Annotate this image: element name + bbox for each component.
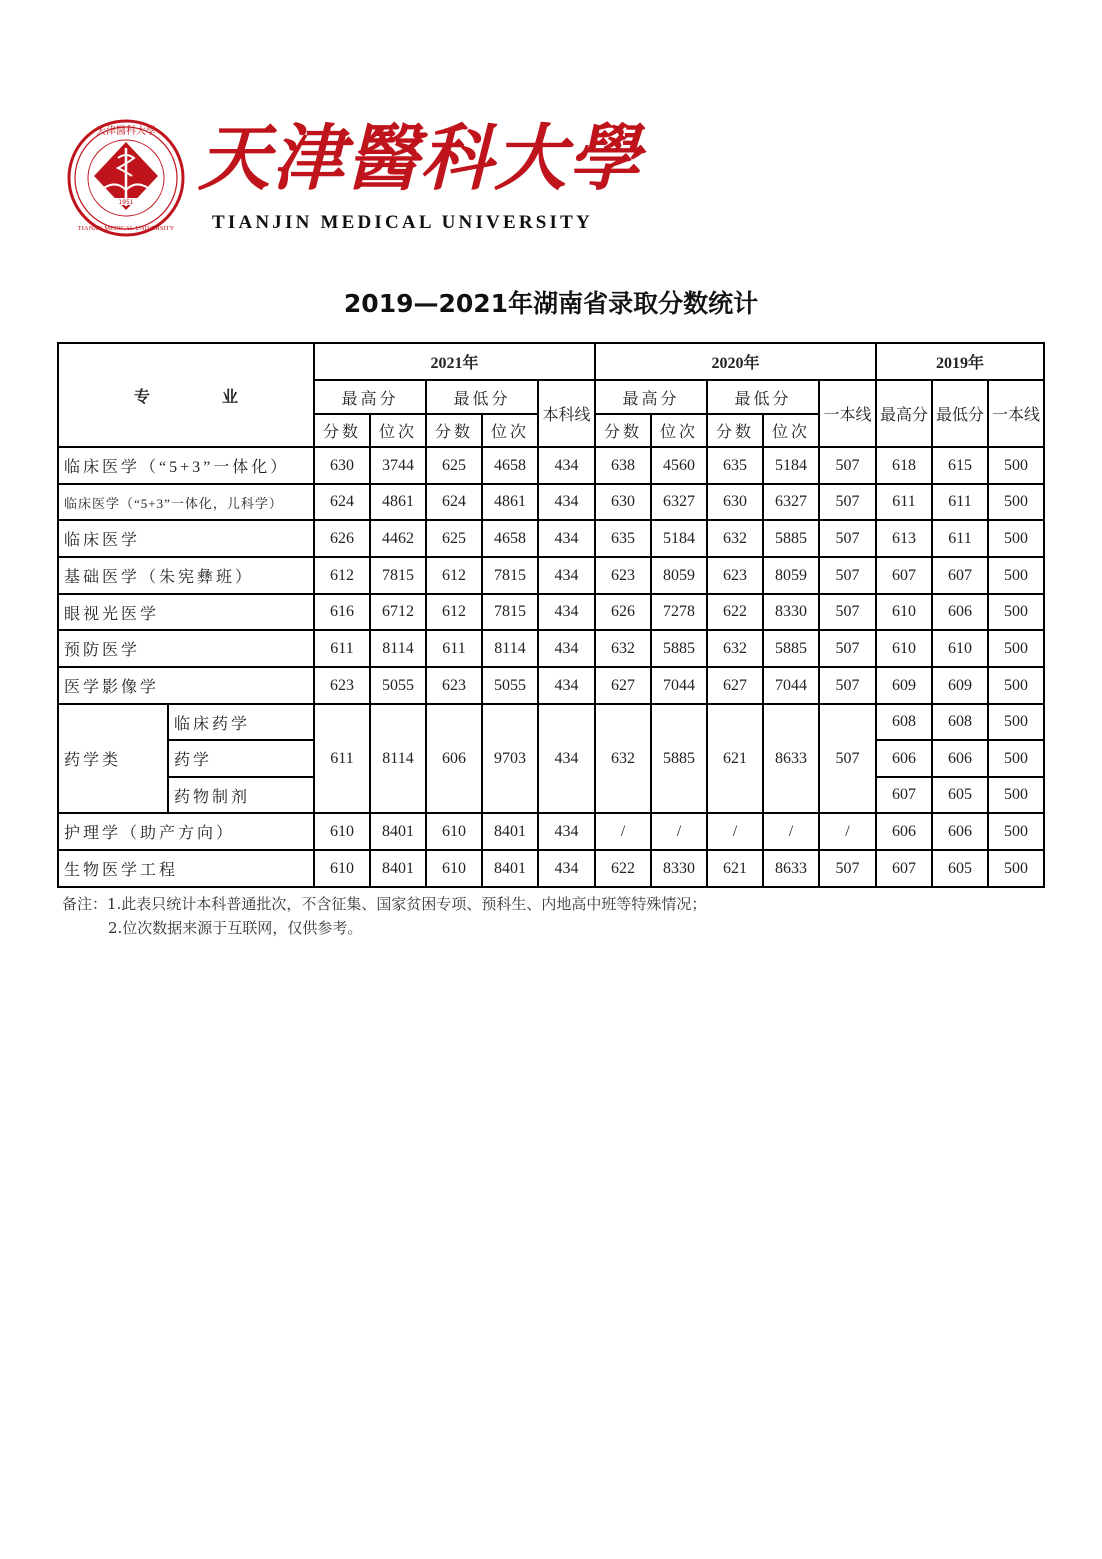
cell: 627: [595, 667, 651, 704]
cell: 8633: [763, 850, 819, 887]
cell: 500: [988, 667, 1044, 704]
major-name: 预防医学: [58, 630, 314, 667]
cell: 5184: [651, 520, 707, 557]
cell: 630: [707, 484, 763, 520]
cell: 7278: [651, 594, 707, 630]
cell: 625: [426, 520, 482, 557]
cell: 8330: [651, 850, 707, 887]
cell: 609: [876, 667, 932, 704]
cell: 621: [707, 850, 763, 887]
cell: 500: [988, 447, 1044, 484]
cell: /: [819, 813, 876, 850]
cell: 507: [819, 704, 876, 813]
cell: 630: [314, 447, 370, 484]
cell: 623: [707, 557, 763, 594]
major-name: 临床医学: [58, 520, 314, 557]
cell: 611: [932, 484, 988, 520]
cell: 611: [876, 484, 932, 520]
cell: 7044: [763, 667, 819, 704]
cell: 434: [538, 484, 595, 520]
cell: 610: [876, 630, 932, 667]
table-row: [58, 813, 1044, 850]
cell: 8330: [763, 594, 819, 630]
cell: 610: [876, 594, 932, 630]
svg-text:天津醫科大學: 天津醫科大學: [96, 126, 156, 137]
cell: 621: [707, 704, 763, 813]
cell: 8114: [370, 630, 426, 667]
cell: 632: [595, 630, 651, 667]
score-subheader: 分数: [426, 414, 482, 447]
cell: 610: [426, 813, 482, 850]
table-row: [58, 850, 1044, 887]
cell: 6327: [763, 484, 819, 520]
min-score-header: 最低分: [426, 380, 538, 414]
major-name: 药物制剂: [168, 777, 314, 813]
cell: 500: [988, 777, 1044, 813]
cell: 507: [819, 850, 876, 887]
cell: 623: [314, 667, 370, 704]
cell: 8633: [763, 704, 819, 813]
cell: 618: [876, 447, 932, 484]
cell: 5055: [370, 667, 426, 704]
cell: 605: [932, 777, 988, 813]
cell: 6712: [370, 594, 426, 630]
footnote: [62, 892, 706, 940]
cell: 434: [538, 704, 595, 813]
cell: 623: [426, 667, 482, 704]
cell: 500: [988, 594, 1044, 630]
cell: 434: [538, 813, 595, 850]
cell: 610: [314, 813, 370, 850]
cell: 605: [932, 850, 988, 887]
cell: 7044: [651, 667, 707, 704]
table-row: [58, 667, 1044, 704]
cell: 606: [426, 704, 482, 813]
cell: 500: [988, 813, 1044, 850]
cell: 8114: [370, 704, 426, 813]
cell: 611: [314, 704, 370, 813]
cell: 4861: [370, 484, 426, 520]
cell: /: [595, 813, 651, 850]
cell: 606: [932, 740, 988, 777]
cell: 434: [538, 557, 595, 594]
cell: 616: [314, 594, 370, 630]
cell: 8059: [763, 557, 819, 594]
cell: 607: [932, 557, 988, 594]
table-row: [58, 557, 1044, 594]
cell: 612: [426, 594, 482, 630]
cell: 612: [426, 557, 482, 594]
cell: 5055: [482, 667, 538, 704]
cell: 615: [932, 447, 988, 484]
cell: 3744: [370, 447, 426, 484]
year-header-2019: 2019年: [876, 343, 1044, 380]
cell: 624: [426, 484, 482, 520]
cell: 6327: [651, 484, 707, 520]
cell: 630: [595, 484, 651, 520]
cell: 5885: [651, 704, 707, 813]
cell: 632: [707, 520, 763, 557]
cell: 507: [819, 520, 876, 557]
cell: 507: [819, 667, 876, 704]
cell: 500: [988, 850, 1044, 887]
cell: 8401: [482, 813, 538, 850]
cell: 500: [988, 704, 1044, 740]
cell: 4658: [482, 447, 538, 484]
major-name: 生物医学工程: [58, 850, 314, 887]
major-name: 药学: [168, 740, 314, 777]
cell: 611: [932, 520, 988, 557]
cell: 609: [932, 667, 988, 704]
cell: 4462: [370, 520, 426, 557]
cell: 635: [595, 520, 651, 557]
max-score-header: 最高分: [595, 380, 707, 414]
cell: 608: [932, 704, 988, 740]
year-header-2021: 2021年: [314, 343, 595, 380]
table-row: [58, 630, 1044, 667]
page-title: 2019—2021年湖南省录取分数统计: [343, 289, 759, 318]
major-header: 专 业: [58, 343, 314, 447]
cell: 607: [876, 850, 932, 887]
cell: 612: [314, 557, 370, 594]
admission-score-table: [57, 342, 1045, 888]
cell: 610: [314, 850, 370, 887]
major-name: 临床医学（“5+3”一体化）: [58, 447, 314, 484]
cell: 607: [876, 557, 932, 594]
university-name-en: TIANJIN MEDICAL UNIVERSITY: [212, 212, 593, 233]
major-group-name: 药学类: [58, 704, 168, 813]
rank-subheader: 位次: [370, 414, 426, 447]
cell: 8401: [370, 813, 426, 850]
cell: 434: [538, 447, 595, 484]
cell: 507: [819, 557, 876, 594]
cell: 7815: [370, 557, 426, 594]
cell: 625: [426, 447, 482, 484]
year-header-2020: 2020年: [595, 343, 876, 380]
cell: 635: [707, 447, 763, 484]
cell: /: [707, 813, 763, 850]
cell: 4658: [482, 520, 538, 557]
min-score-header: 最低分: [932, 380, 988, 447]
cell: 500: [988, 630, 1044, 667]
cell: 638: [595, 447, 651, 484]
cell: 8401: [370, 850, 426, 887]
svg-text:TIANJIN MEDICAL UNIVERSITY: TIANJIN MEDICAL UNIVERSITY: [77, 225, 175, 232]
rank-subheader: 位次: [763, 414, 819, 447]
cell: 507: [819, 594, 876, 630]
cell: 507: [819, 630, 876, 667]
rank-subheader: 位次: [482, 414, 538, 447]
cell: 434: [538, 667, 595, 704]
major-name: 临床药学: [168, 704, 314, 740]
line-header: 本科线: [538, 380, 595, 447]
table-row: [58, 484, 1044, 520]
min-score-header: 最低分: [707, 380, 819, 414]
score-subheader: 分数: [707, 414, 763, 447]
cell: 611: [314, 630, 370, 667]
cell: 434: [538, 630, 595, 667]
cell: 507: [819, 447, 876, 484]
cell: 500: [988, 520, 1044, 557]
max-score-header: 最高分: [314, 380, 426, 414]
cell: 626: [595, 594, 651, 630]
cell: 622: [595, 850, 651, 887]
rank-subheader: 位次: [651, 414, 707, 447]
table-row: [58, 520, 1044, 557]
table-row: [58, 594, 1044, 630]
cell: 500: [988, 557, 1044, 594]
svg-text:1951: 1951: [118, 199, 134, 206]
major-name: 临床医学（“5+3”一体化，儿科学）: [58, 484, 314, 520]
cell: 606: [932, 594, 988, 630]
cell: /: [651, 813, 707, 850]
cell: 8401: [482, 850, 538, 887]
cell: 627: [707, 667, 763, 704]
cell: 624: [314, 484, 370, 520]
footnote-line-1: 备注：1.此表只统计本科普通批次，不含征集、国家贫困专项、预科生、内地高中班等特殊情况；: [62, 895, 707, 913]
cell: 632: [595, 704, 651, 813]
cell: 608: [876, 704, 932, 740]
university-seal-icon: [66, 118, 186, 238]
line-header: 一本线: [988, 380, 1044, 447]
table-row: [58, 447, 1044, 484]
cell: 434: [538, 850, 595, 887]
cell: 4560: [651, 447, 707, 484]
cell: 8059: [651, 557, 707, 594]
university-name-cn: 天津醫科大學: [198, 115, 643, 200]
cell: 607: [876, 777, 932, 813]
cell: 611: [426, 630, 482, 667]
cell: 500: [988, 484, 1044, 520]
cell: 610: [932, 630, 988, 667]
cell: 5885: [763, 520, 819, 557]
major-name: 眼视光医学: [58, 594, 314, 630]
cell: 5885: [763, 630, 819, 667]
cell: 9703: [482, 704, 538, 813]
cell: 613: [876, 520, 932, 557]
cell: 507: [819, 484, 876, 520]
line-header: 一本线: [819, 380, 876, 447]
cell: 8114: [482, 630, 538, 667]
major-name: 基础医学（朱宪彝班）: [58, 557, 314, 594]
cell: 5885: [651, 630, 707, 667]
cell: 4861: [482, 484, 538, 520]
cell: /: [763, 813, 819, 850]
cell: 610: [426, 850, 482, 887]
cell: 434: [538, 520, 595, 557]
cell: 622: [707, 594, 763, 630]
cell: 632: [707, 630, 763, 667]
major-name: 护理学（助产方向）: [58, 813, 314, 850]
cell: 7815: [482, 594, 538, 630]
score-subheader: 分数: [314, 414, 370, 447]
cell: 626: [314, 520, 370, 557]
footnote-line-2: 2.位次数据来源于互联网，仅供参考。: [108, 919, 363, 937]
cell: 606: [876, 813, 932, 850]
max-score-header: 最高分: [876, 380, 932, 447]
score-subheader: 分数: [595, 414, 651, 447]
cell: 606: [876, 740, 932, 777]
cell: 623: [595, 557, 651, 594]
major-name: 医学影像学: [58, 667, 314, 704]
cell: 5184: [763, 447, 819, 484]
cell: 7815: [482, 557, 538, 594]
table-row: [58, 704, 1044, 740]
cell: 606: [932, 813, 988, 850]
cell: 434: [538, 594, 595, 630]
cell: 500: [988, 740, 1044, 777]
